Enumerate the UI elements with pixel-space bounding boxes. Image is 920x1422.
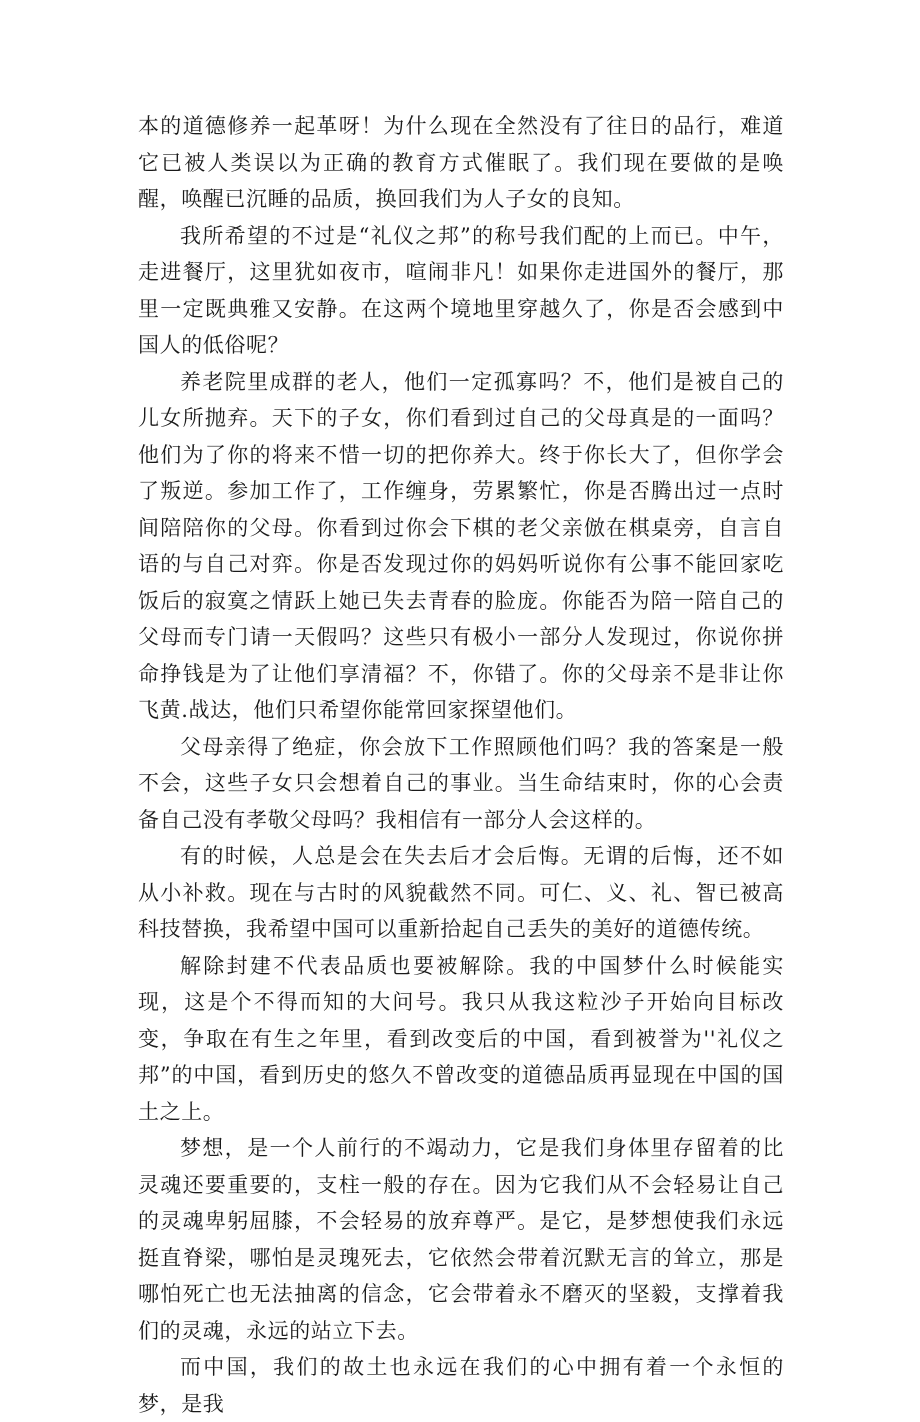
paragraph: 我所希望的不过是“礼仪之邦”的称号我们配的上而已。中午，走进餐厅，这里犹如夜市，喧闹非凡！如果你走进国外的餐厅，那里一定既典雅又安静。在这两个境地里穿越久了，你是否会感到中国人的低俗呢？ [138, 223, 784, 357]
essay-body [138, 108, 784, 1422]
paragraph-continued: 本的道德修养一起革呀！为什么现在全然没有了往日的品行，难道它已被人类误以为正确的教育方式催眠了。我们现在要做的是唤醒，唤醒已沉睡的品质，换回我们为人子女的良知。 [138, 114, 784, 211]
paragraph: 父母亲得了绝症，你会放下工作照顾他们吗？我的答案是一般不会，这些子女只会想着自己的事业。当生命结束时，你的心会责备自己没有孝敬父母吗？我相信有一部分人会这样的。 [138, 734, 784, 832]
paragraph: 有的时候，人总是会在失去后才会后悔。无谓的后悔，还不如从小补救。现在与古时的风貌截然不同。可仁、义、礼、智已被高科技替换，我希望中国可以重新拾起自己丢失的美好的道德传统。 [138, 844, 784, 941]
paragraph-truncated: 而中国，我们的故土也永远在我们的心中拥有着一个永恒的梦，是我 [138, 1355, 784, 1416]
paragraph: 养老院里成群的老人，他们一定孤寡吗？不，他们是被自己的儿女所抛弃。天下的子女，你们看到过自己的父母真是的一面吗？他们为了你的将来不惜一切的把你养大。终于你长大了，但你学会了叛逆。参加工作了，工作缠身，劳累繁忙，你是否腾出过一点时间陪陪你的父母。你看到过你会下棋的老父亲倣在棋桌旁，自言自语的与自己对弈。你是否发现过你的妈妈听说你有公事不能回家吃饭后的寂寞之情跃上她已失去青春的脸庞。你能否为陪一陪自己的父母而专门请一天假吗？这些只有极小一部分人发现过，你说你拼命挣钱是为了让他们享清福？不，你错了。你的父母亲不是非让你飞黄.战达，他们只希望你能常回家探望他们。 [138, 369, 784, 722]
paragraph: 解除封建不代表品质也要被解除。我的中国梦什么时候能实现，这是个不得而知的大问号。我只从我这粒沙子开始向目标改变，争取在有生之年里，看到改变后的中国，看到被誉为''礼仪之邦”的中国，看到历史的悠久不曾改变的道德品质再显现在中国的国土之上。 [138, 953, 784, 1124]
paragraph: 梦想，是一个人前行的不竭动力，它是我们身体里存留着的比灵魂还要重要的，支柱一般的存在。因为它我们从不会轻易让自己的灵魂卑躬屈膝，不会轻易的放弃尊严。是它，是梦想使我们永远挺直脊梁，哪怕是灵瑰死去，它依然会带着沉默无言的耸立，那是哪怕死亡也无法抽离的信念，它会带着永不磨灭的坚毅，支撑着我们的灵魂，永远的站立下去。 [138, 1136, 784, 1343]
